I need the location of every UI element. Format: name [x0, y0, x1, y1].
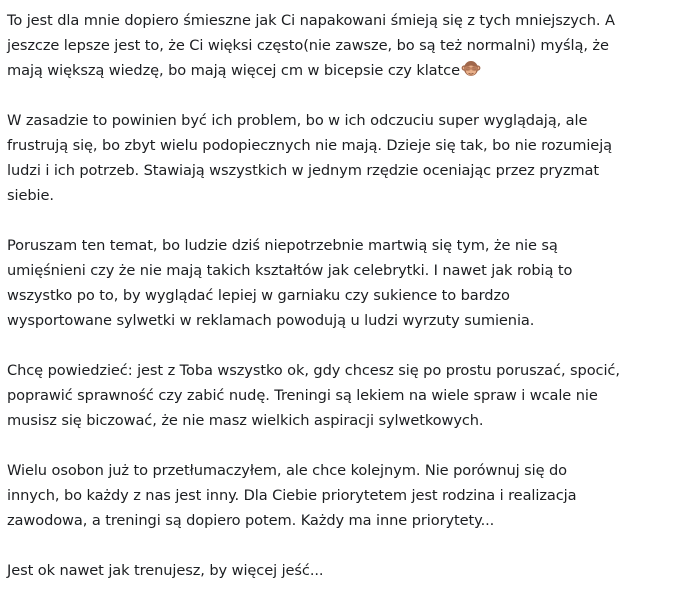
text-line: ludzi i ich potrzeb. Stawiają wszystkich w jednym rzędzie oceniając przez pryzmat	[7, 162, 599, 179]
text-line: frustrują się, bo zbyt wielu podopiecznych nie mają. Dzieje się tak, bo nie rozumieją	[7, 137, 612, 154]
text-line: Chcę powiedzieć: jest z Toba wszystko ok, gdy chcesz się po prostu poruszać, spocić,	[7, 362, 620, 379]
text-line: musisz się biczować, że nie masz wielkich aspiracji sylwetkowych.	[7, 412, 484, 429]
text-line: wszystko po to, by wyglądać lepiej w garniaku czy sukience to bardzo	[7, 287, 510, 304]
text-line	[7, 58, 667, 83]
text-line: Jest ok nawet jak trenujesz, by więcej jeść...	[7, 562, 324, 579]
paragraph-6	[7, 558, 667, 583]
paragraph-3	[7, 233, 667, 333]
text-line: poprawić sprawność czy zabić nudę. Treningi są lekiem na wiele spraw i wcale nie	[7, 387, 598, 404]
paragraph-4	[7, 358, 667, 433]
text-line: umięśnieni czy że nie mają takich kształtów jak celebrytki. I nawet jak robią to	[7, 262, 573, 279]
text-line: Wielu osobon już to przetłumaczyłem, ale chce kolejnym. Nie porównuj się do	[7, 462, 567, 479]
text-line: Poruszam ten temat, bo ludzie dziś niepotrzebnie martwią się tym, że nie są	[7, 237, 558, 254]
text-line-content: mają większą wiedzę, bo mają więcej cm w bicepsie czy klatce	[7, 62, 460, 79]
paragraph-2	[7, 108, 667, 208]
text-line: W zasadzie to powinien być ich problem, bo w ich odczuciu super wyglądają, ale	[7, 112, 588, 129]
text-line: To jest dla mnie dopiero śmieszne jak Ci napakowani śmieją się z tych mniejszych. A	[7, 12, 615, 29]
post-body	[7, 8, 667, 583]
text-line: innych, bo każdy z nas jest inny. Dla Ciebie priorytetem jest rodzina i realizacja	[7, 487, 577, 504]
paragraph-5	[7, 458, 667, 533]
text-line: siebie.	[7, 187, 54, 204]
paragraph-1	[7, 8, 667, 83]
text-line: zawodowa, a treningi są dopiero potem. Każdy ma inne priorytety...	[7, 512, 495, 529]
see-no-evil-monkey-icon	[461, 59, 481, 79]
text-line: wysportowane sylwetki w reklamach powodują u ludzi wyrzuty sumienia.	[7, 312, 535, 329]
text-line: jeszcze lepsze jest to, że Ci więksi często(nie zawsze, bo są też normalni) myślą, że	[7, 37, 609, 54]
